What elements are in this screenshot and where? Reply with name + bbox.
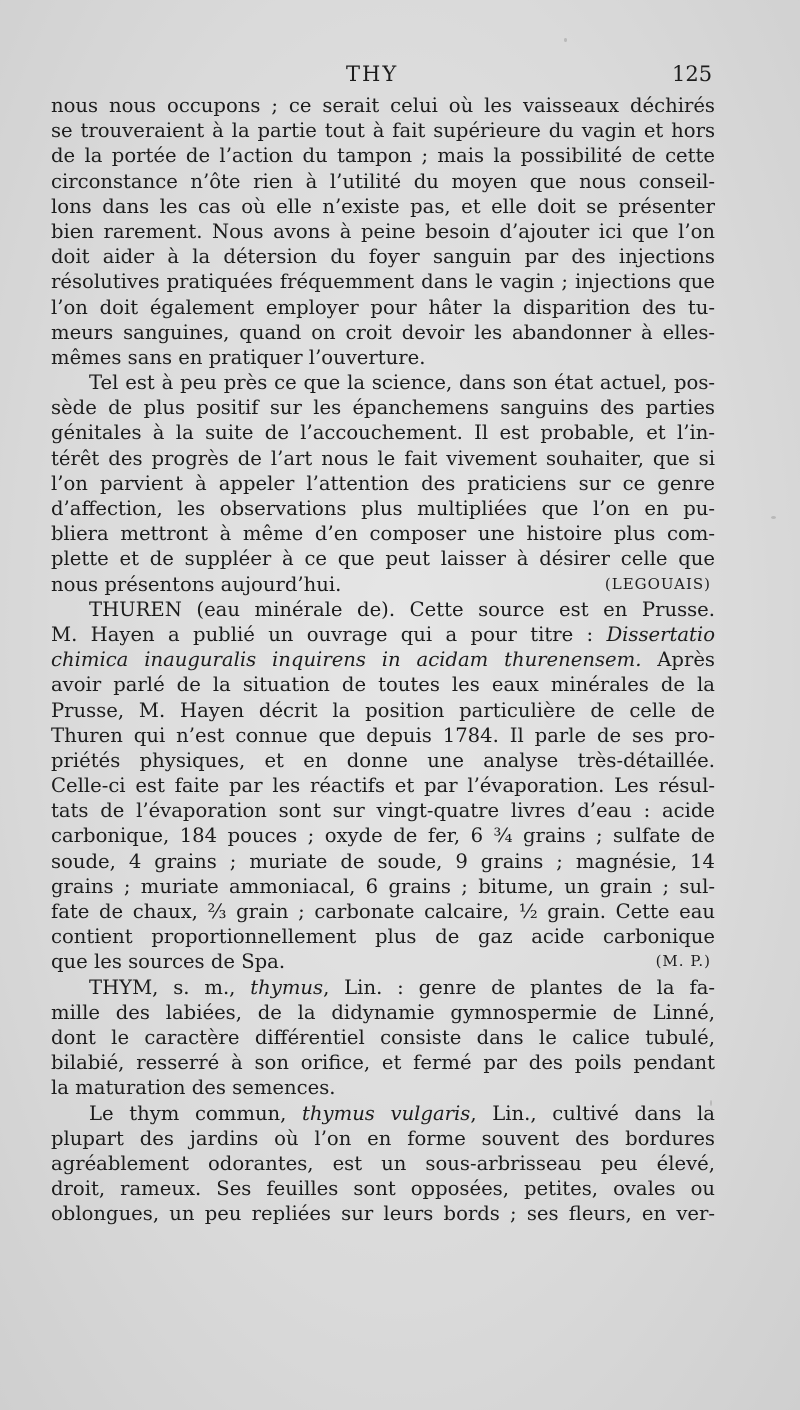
text-line: génitales à la suite de l’accouchement. Il est probable, et l’in- (51, 421, 715, 445)
text-line: sède de plus positif sur les épanchemens sanguins des parties (51, 396, 715, 420)
text-line: bien rarement. Nous avons à peine besoin d’ajouter ici que l’on (51, 219, 715, 243)
text-line-content: nous présentons aujourd’hui. (51, 572, 342, 596)
text-line: meurs sanguines, quand on croit devoir les abandonner à elles- (51, 320, 715, 344)
latin-name: thymus vulgaris (302, 1101, 471, 1125)
text-run: (eau minérale de). Cette source est en Prusse. (181, 597, 715, 621)
body-text (51, 93, 715, 1226)
page-number: 125 (672, 62, 713, 86)
text-line: soude, 4 grains ; muriate de soude, 9 grains ; magnésie, 14 (51, 849, 715, 873)
text-line: mêmes sans en pratiquer l’ouverture. (51, 345, 426, 369)
author-signature: (M. P.) (655, 952, 711, 971)
print-speck (771, 516, 776, 519)
text-run: Après (641, 648, 715, 672)
text-line (51, 622, 715, 647)
text-line: priétés physiques, et en donne une analyse très-détaillée. (51, 748, 715, 772)
text-line: bliera mettront à même d’en composer une histoire plus com- (51, 522, 715, 546)
text-line: circonstance n’ôte rien à l’utilité du moyen que nous conseil- (51, 169, 715, 193)
text-line (51, 949, 715, 974)
text-line: Celle-ci est faite par les réactifs et par l’évaporation. Les résul- (51, 774, 715, 798)
latin-name: thymus (250, 975, 324, 999)
entry-thym (51, 975, 715, 1101)
text-line (51, 572, 715, 597)
text-line: lons dans les cas où elle n’existe pas, et elle doit se présenter (51, 194, 715, 218)
latin-title: Dissertatio (606, 622, 715, 646)
text-line: térêt des progrès de l’art nous le fait vivement souhaiter, que si (51, 446, 715, 470)
text-line: oblongues, un peu repliées sur leurs bords ; ses fleurs, en ver- (51, 1202, 715, 1226)
text-line (51, 1101, 715, 1126)
latin-title: chimica inauguralis inquirens in acidam thurenensem. (51, 648, 642, 672)
text-line (51, 597, 715, 622)
text-line: doit aider à la détersion du foyer sanguin par des injections (51, 245, 715, 269)
text-line: avoir parlé de la situation de toutes les eaux minérales de la (51, 673, 715, 697)
running-head-title: THY (346, 62, 399, 86)
text-line: Thuren qui n’est connue que depuis 1784. Il parle de ses pro- (51, 723, 715, 747)
entry-headword: THUREN (89, 597, 182, 621)
text-line: dont le caractère différentiel consiste dans le calice tubulé, (51, 1025, 715, 1049)
text-line: droit, rameux. Ses feuilles sont opposées, petites, ovales ou (51, 1177, 715, 1201)
text-line: d’affection, les observations plus multipliées que l’on en pu- (51, 497, 715, 520)
text-line: Prusse, M. Hayen décrit la position particulière de celle de (51, 698, 715, 722)
text-line: la maturation des semences. (51, 1076, 336, 1100)
text-line: carbonique, 184 pouces ; oxyde de fer, 6 ¾ grains ; sulfate de (51, 824, 715, 848)
text-line: fate de chaux, ⅔ grain ; carbonate calcaire, ½ grain. Cette eau (51, 900, 715, 923)
text-run: , Lin. : genre de plantes de la fa- (323, 975, 715, 999)
text-line: contient proportionnellement plus de gaz acide carbonique (51, 925, 715, 949)
text-line-content: que les sources de Spa. (51, 950, 286, 974)
text-line: résolutives pratiquées fréquemment dans le vagin ; injections que (51, 270, 715, 294)
paragraph-conclusion (51, 370, 715, 597)
text-line: tats de l’évaporation sont sur vingt-quatre livres d’eau : acide (51, 799, 715, 823)
text-line: se trouveraient à la partie tout à fait supérieure du vagin et hors (51, 119, 715, 143)
text-line: grains ; muriate ammoniacal, 6 grains ; bitume, un grain ; sul- (51, 874, 715, 898)
print-speck (564, 38, 567, 42)
running-head (0, 62, 800, 92)
text-line: plette et de suppléer à ce que peut laisser à désirer celle que (51, 547, 715, 571)
text-line: mille des labiées, de la didynamie gymnospermie de Linné, (51, 1000, 715, 1024)
text-line: plupart des jardins où l’on en forme souvent des bordures (51, 1126, 715, 1150)
text-line (51, 647, 715, 672)
text-line: l’on doit également employer pour hâter la disparition des tu- (51, 295, 715, 319)
text-line: nous nous occupons ; ce serait celui où les vaisseaux déchirés (51, 94, 715, 117)
text-line: agréablement odorantes, est un sous-arbrisseau peu élevé, (51, 1151, 715, 1175)
text-line: bilabié, resserré à son orifice, et fermé par des poils pendant (51, 1051, 715, 1075)
text-run: M. Hayen a publié un ouvrage qui a pour titre : (51, 622, 607, 646)
text-line: l’on parvient à appeler l’attention des praticiens sur ce genre (51, 471, 715, 495)
text-run: , s. m., (152, 975, 251, 999)
text-line (51, 975, 715, 1000)
text-line: Tel est à peu près ce que la science, dans son état actuel, pos- (89, 371, 715, 395)
text-line: de la portée de l’action du tampon ; mais la possibilité de cette (51, 144, 715, 168)
text-run: , Lin., cultivé dans la (470, 1101, 715, 1125)
entry-headword: THYM (89, 975, 153, 999)
author-signature: (LEGOUAIS) (604, 574, 711, 593)
text-run: Le thym commun, (89, 1101, 303, 1125)
entry-thuren (51, 597, 715, 975)
paragraph-continuation (51, 93, 715, 370)
entry-thym-commun (51, 1101, 715, 1227)
